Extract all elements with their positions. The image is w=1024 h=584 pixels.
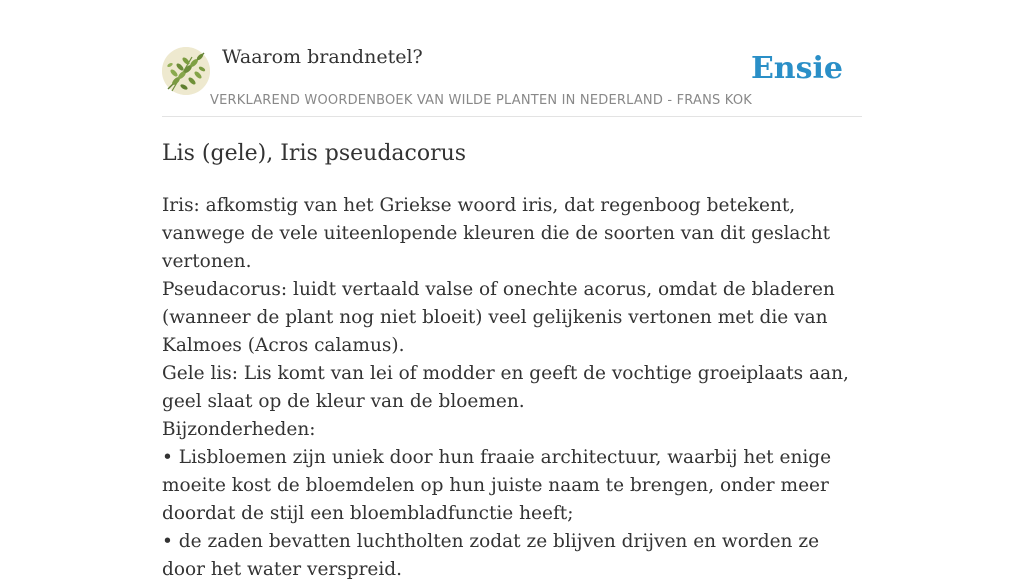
entry-content <box>162 138 862 584</box>
entry-paragraph: Gele lis: Lis komt van lei of modder en geeft de vochtige groeiplaats aan, geel slaat op de kleur van de bloemen. <box>162 363 849 412</box>
site-subtitle: VERKLAREND WOORDENBOEK VAN WILDE PLANTEN IN NEDERLAND - FRANS KOK <box>210 93 752 108</box>
entry-paragraph: Bijzonderheden: <box>162 419 316 440</box>
entry-paragraph: Iris: afkomstig van het Griekse woord iris, dat regenboog betekent, vanwege de vele uiteenlopende kleuren die de soorten van dit geslacht vertonen. <box>162 195 831 272</box>
entry-paragraph: • de zaden bevatten luchtholten zodat ze blijven drijven en worden ze door het water verspreid. <box>162 531 820 580</box>
entry-paragraph: Pseudacorus: luidt vertaald valse of onechte acorus, omdat de bladeren (wanneer de plant nog niet bloeit) veel gelijkenis vertonen met die van Kalmoes (Acros calamus). <box>162 279 835 356</box>
brand-logo[interactable]: Ensie <box>750 51 843 86</box>
entry-title: Lis (gele), Iris pseudacorus <box>162 141 467 166</box>
entry-paragraph: • Lisbloemen zijn uniek door hun fraaie architectuur, waarbij het enige moeite kost de bloemdelen op hun juiste naam te brengen, onder meer doordat de stijl een bloembladfunctie heeft; <box>162 447 832 524</box>
site-title[interactable]: Waarom brandnetel? <box>222 46 423 68</box>
entry-body <box>162 192 862 584</box>
site-header <box>162 40 862 117</box>
fern-leaf-icon[interactable] <box>162 47 210 95</box>
